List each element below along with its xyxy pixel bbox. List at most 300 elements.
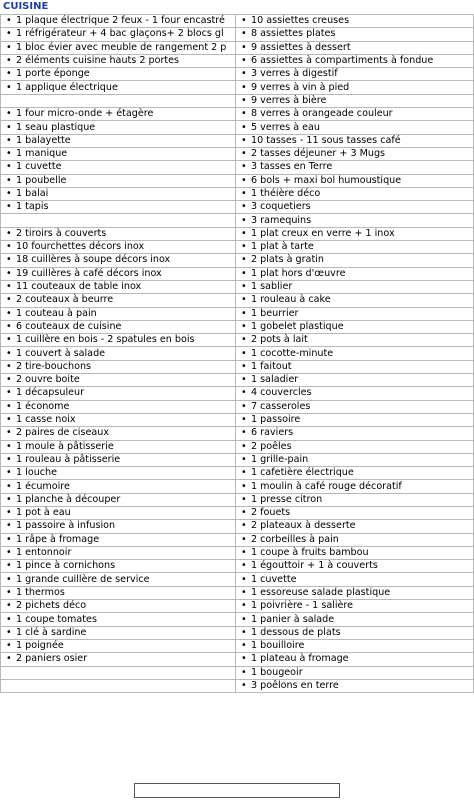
table-row [1, 267, 474, 280]
item-text: 1 pot à eau [16, 507, 71, 519]
bullet-icon [6, 281, 16, 293]
bullet-icon [241, 254, 251, 266]
item-text: 2 paires de ciseaux [16, 427, 109, 439]
right-item [236, 121, 474, 134]
bullet-icon [6, 454, 16, 466]
item-text: 1 panier à salade [251, 613, 335, 625]
item-text: 1 plat hors d'œuvre [251, 267, 346, 279]
bullet-icon [241, 228, 251, 240]
item-text: 1 décapsuleur [16, 387, 85, 399]
right-item [236, 334, 474, 347]
bullet-icon [6, 122, 16, 134]
bullet-icon [6, 268, 16, 280]
bullet-icon [241, 148, 251, 160]
left-item [1, 280, 236, 293]
table-row [1, 15, 474, 28]
item-text: 1 balai [16, 188, 49, 199]
table-row [1, 493, 474, 506]
bullet-icon [6, 188, 16, 200]
bullet-icon [241, 135, 251, 147]
left-item [1, 560, 236, 573]
item-text: 1 plaque électrique 2 feux - 1 four encastré [16, 15, 225, 27]
left-item [1, 294, 236, 307]
item-text: 1 grande cuillère de service [16, 573, 150, 585]
right-item [236, 347, 474, 360]
item-text: 3 verres à digestif [251, 68, 338, 80]
item-text: 1 râpe à fromage [16, 533, 100, 545]
left-item [1, 600, 236, 613]
item-text: 1 passoire [251, 414, 301, 426]
bullet-icon [241, 268, 251, 280]
bullet-icon [6, 534, 16, 546]
left-item [1, 653, 236, 666]
bullet-icon [241, 108, 251, 120]
table-row [1, 546, 474, 559]
bullet-icon [6, 321, 16, 333]
bullet-icon [6, 28, 16, 40]
bullet-icon [241, 122, 251, 134]
item-text: 1 cocotte-minute [251, 347, 334, 359]
bullet-icon [6, 228, 16, 240]
table-row [1, 453, 474, 466]
item-text: 1 passoire à infusion [16, 520, 116, 532]
left-item [1, 174, 236, 187]
left-item [1, 68, 236, 81]
item-text: 3 tasses en Terre [251, 161, 333, 173]
bullet-icon [6, 108, 16, 120]
left-item [1, 639, 236, 652]
left-item [1, 546, 236, 559]
item-text: 1 plat à tarte [251, 241, 314, 253]
right-item [236, 134, 474, 147]
bullet-icon [241, 294, 251, 306]
left-item [1, 679, 236, 692]
bullet-icon [241, 667, 251, 679]
bullet-icon [241, 348, 251, 360]
bullet-icon [6, 374, 16, 386]
left-item [1, 320, 236, 333]
right-item [236, 201, 474, 214]
right-item [236, 254, 474, 267]
right-item [236, 187, 474, 200]
bullet-icon [241, 414, 251, 426]
right-item [236, 440, 474, 453]
bullet-icon [6, 68, 16, 80]
bullet-icon [241, 281, 251, 293]
left-item [1, 453, 236, 466]
item-text: 1 rouleau à pâtisserie [16, 453, 121, 465]
bullet-icon [6, 507, 16, 519]
left-item [1, 400, 236, 413]
table-row [1, 427, 474, 440]
item-text: 3 coquetiers [251, 201, 311, 213]
right-item [236, 480, 474, 493]
item-text: 10 fourchettes décors inox [16, 241, 145, 253]
right-item [236, 573, 474, 586]
left-item [1, 267, 236, 280]
item-text: 6 couteaux de cuisine [16, 320, 122, 332]
table-row [1, 347, 474, 360]
item-text: 1 bouilloire [251, 640, 305, 652]
item-text: 2 poêles [251, 440, 292, 452]
right-item [236, 94, 474, 107]
bullet-icon [6, 427, 16, 439]
item-text: 2 corbeilles à pain [251, 533, 339, 545]
left-item [1, 134, 236, 147]
right-item [236, 453, 474, 466]
right-item [236, 147, 474, 160]
item-text: 1 grille-pain [251, 453, 309, 465]
bullet-icon [241, 494, 251, 506]
bullet-icon [241, 600, 251, 612]
bullet-icon [241, 507, 251, 519]
item-text: 9 assiettes à dessert [251, 41, 351, 53]
table-row [1, 613, 474, 626]
bullet-icon [241, 28, 251, 40]
left-item [1, 440, 236, 453]
item-text: 1 applique électrique [16, 81, 118, 93]
item-text: 1 cafetière électrique [251, 467, 354, 479]
bullet-icon [241, 241, 251, 253]
bullet-icon [6, 241, 16, 253]
table-row [1, 666, 474, 679]
bullet-icon [6, 401, 16, 413]
item-text: 1 sablier [251, 281, 293, 293]
left-item [1, 506, 236, 519]
right-item [236, 653, 474, 666]
item-text: 1 couteau à pain [16, 307, 97, 319]
right-item [236, 400, 474, 413]
item-text: 1 plat creux en verre + 1 inox [251, 227, 395, 239]
bullet-icon [6, 361, 16, 373]
table-row [1, 639, 474, 652]
table-row [1, 54, 474, 67]
table-row [1, 254, 474, 267]
table-row [1, 214, 474, 227]
table-row [1, 227, 474, 240]
bullet-icon [6, 481, 16, 493]
item-text: 3 poêlons en terre [251, 679, 339, 691]
bullet-icon [241, 640, 251, 652]
bullet-icon [6, 254, 16, 266]
left-item [1, 254, 236, 267]
bullet-icon [241, 201, 251, 213]
left-item [1, 187, 236, 200]
bullet-icon [241, 401, 251, 413]
right-item [236, 360, 474, 373]
bullet-icon [241, 387, 251, 399]
bullet-icon [6, 294, 16, 306]
item-text: 6 raviers [251, 427, 294, 439]
bullet-icon [241, 560, 251, 572]
bullet-icon [241, 161, 251, 173]
right-item [236, 54, 474, 67]
bullet-icon [6, 308, 16, 320]
left-item [1, 666, 236, 679]
item-text: 2 paniers osier [16, 653, 88, 665]
table-row [1, 28, 474, 41]
left-item [1, 467, 236, 480]
item-text: 1 dessous de plats [251, 626, 341, 638]
item-text: 5 verres à eau [251, 121, 320, 133]
bullet-icon [241, 374, 251, 386]
table-row [1, 626, 474, 639]
table-row [1, 320, 474, 333]
item-text: 1 manique [16, 148, 68, 160]
table-row [1, 480, 474, 493]
item-text: 18 cuillères à soupe décors inox [16, 254, 171, 266]
bullet-icon [241, 334, 251, 346]
item-text: 6 assiettes à compartiments à fondue [251, 55, 434, 67]
bullet-icon [241, 427, 251, 439]
item-text: 10 assiettes creuses [251, 15, 350, 27]
table-row [1, 467, 474, 480]
item-text: 9 verres à bière [251, 94, 327, 106]
table-row [1, 201, 474, 214]
item-text: 1 gobelet plastique [251, 320, 344, 332]
item-text: 1 économe [16, 400, 70, 412]
bullet-icon [241, 15, 251, 27]
left-item [1, 214, 236, 227]
bullet-icon [241, 441, 251, 453]
left-item [1, 161, 236, 174]
item-text: 1 égouttoir + 1 à couverts [251, 560, 378, 572]
item-text: 2 fouets [251, 507, 291, 519]
left-item [1, 201, 236, 214]
table-row [1, 81, 474, 94]
left-item [1, 41, 236, 54]
item-text: 7 casseroles [251, 400, 311, 412]
item-text: 1 porte éponge [16, 68, 90, 80]
table-row [1, 400, 474, 413]
item-text: 1 théière déco [251, 188, 321, 199]
item-text: 2 tasses déjeuner + 3 Mugs [251, 148, 386, 160]
left-item [1, 54, 236, 67]
bullet-icon [6, 494, 16, 506]
table-row [1, 600, 474, 613]
bullet-icon [241, 361, 251, 373]
bullet-icon [6, 15, 16, 27]
table-row [1, 506, 474, 519]
right-item [236, 28, 474, 41]
right-item [236, 307, 474, 320]
bullet-icon [6, 82, 16, 94]
item-text: 19 cuillères à café décors inox [16, 267, 162, 279]
bullet-icon [241, 308, 251, 320]
item-text: 1 cuvette [16, 161, 62, 173]
item-text: 2 tiroirs à couverts [16, 227, 107, 239]
item-text: 1 cuvette [251, 573, 297, 585]
bullet-icon [241, 55, 251, 67]
bullet-icon [241, 42, 251, 54]
item-text: 1 poignée [16, 640, 64, 652]
right-item [236, 241, 474, 254]
item-text: 1 coupe tomates [16, 613, 97, 625]
right-item [236, 533, 474, 546]
item-text: 1 moule à pâtisserie [16, 440, 114, 452]
table-row [1, 134, 474, 147]
item-text: 9 verres à vin à pied [251, 81, 350, 93]
item-text: 2 plateaux à desserte [251, 520, 356, 532]
table-row [1, 108, 474, 121]
right-item [236, 493, 474, 506]
right-item [236, 81, 474, 94]
right-item [236, 613, 474, 626]
left-item [1, 626, 236, 639]
item-text: 11 couteaux de table inox [16, 281, 142, 293]
item-text: 1 réfrigérateur + 4 bac glaçons+ 2 blocs gl [16, 28, 224, 40]
right-item [236, 639, 474, 652]
bullet-icon [6, 547, 16, 559]
bullet-icon [6, 614, 16, 626]
bullet-icon [6, 201, 16, 213]
left-item [1, 81, 236, 94]
bullet-icon [241, 454, 251, 466]
right-item [236, 560, 474, 573]
table-row [1, 413, 474, 426]
bullet-icon [241, 627, 251, 639]
bullet-icon [6, 348, 16, 360]
bullet-icon [6, 175, 16, 187]
table-row [1, 187, 474, 200]
bullet-icon [6, 587, 16, 599]
right-item [236, 427, 474, 440]
item-text: 1 faitout [251, 360, 292, 372]
bullet-icon [6, 574, 16, 586]
table-row [1, 174, 474, 187]
right-item [236, 374, 474, 387]
right-item [236, 15, 474, 28]
item-text: 8 assiettes plates [251, 28, 336, 40]
item-text: 1 coupe à fruits bambou [251, 547, 369, 559]
item-text: 2 couteaux à beurre [16, 294, 114, 306]
item-text: 1 planche à découper [16, 493, 121, 505]
left-item [1, 147, 236, 160]
left-item [1, 28, 236, 41]
left-item [1, 493, 236, 506]
item-text: 2 ouvre boite [16, 374, 80, 386]
left-item [1, 307, 236, 320]
item-text: 1 bloc évier avec meuble de rangement 2 p [16, 41, 227, 53]
left-item [1, 586, 236, 599]
item-text: 1 entonnoir [16, 547, 72, 559]
table-row [1, 360, 474, 373]
item-text: 2 plats à gratin [251, 254, 324, 266]
left-item [1, 427, 236, 440]
bullet-icon [6, 520, 16, 532]
right-item [236, 267, 474, 280]
table-row [1, 653, 474, 666]
table-row [1, 387, 474, 400]
right-item [236, 600, 474, 613]
bullet-icon [6, 55, 16, 67]
table-row [1, 161, 474, 174]
item-text: 1 poivrière - 1 salière [251, 600, 354, 612]
table-row [1, 294, 474, 307]
left-item [1, 360, 236, 373]
right-item [236, 586, 474, 599]
right-item [236, 214, 474, 227]
item-text: 1 thermos [16, 586, 65, 598]
section-title: CUISINE [3, 1, 49, 12]
bullet-icon [6, 148, 16, 160]
item-text: 6 bols + maxi bol humoustique [251, 174, 402, 186]
left-item [1, 347, 236, 360]
table-row [1, 533, 474, 546]
footer-box [134, 783, 340, 798]
bullet-icon [241, 68, 251, 80]
right-item [236, 41, 474, 54]
left-item [1, 573, 236, 586]
bullet-icon [241, 481, 251, 493]
right-item [236, 520, 474, 533]
item-text: 2 pichets déco [16, 600, 87, 612]
table-row [1, 41, 474, 54]
item-text: 8 verres à orangeade couleur [251, 108, 393, 120]
table-row [1, 147, 474, 160]
table-row [1, 307, 474, 320]
bullet-icon [6, 161, 16, 173]
bullet-icon [6, 42, 16, 54]
bullet-icon [241, 534, 251, 546]
item-text: 1 essoreuse salade plastique [251, 586, 391, 598]
item-text: 1 pince à cornichons [16, 560, 116, 572]
item-text: 1 tapis [16, 201, 49, 213]
item-text: 1 beurrier [251, 307, 299, 319]
item-text: 1 couvert à salade [16, 347, 106, 359]
right-item [236, 413, 474, 426]
bullet-icon [6, 560, 16, 572]
bullet-icon [6, 653, 16, 665]
right-item [236, 506, 474, 519]
item-text: 1 écumoire [16, 480, 70, 492]
table-row [1, 520, 474, 533]
table-row [1, 679, 474, 692]
table-row [1, 573, 474, 586]
right-item [236, 294, 474, 307]
bullet-icon [241, 82, 251, 94]
bullet-icon [6, 600, 16, 612]
left-item [1, 227, 236, 240]
right-item [236, 666, 474, 679]
bullet-icon [6, 414, 16, 426]
left-item [1, 613, 236, 626]
item-text: 1 rouleau à cake [251, 294, 331, 306]
table-row [1, 121, 474, 134]
bullet-icon [6, 441, 16, 453]
right-item [236, 679, 474, 692]
right-item [236, 174, 474, 187]
item-text: 2 tire-bouchons [16, 360, 92, 372]
item-text: 1 poubelle [16, 174, 67, 186]
item-text: 1 presse citron [251, 493, 323, 505]
bullet-icon [241, 95, 251, 107]
table-row [1, 280, 474, 293]
item-text: 1 balayette [16, 134, 71, 146]
table-row [1, 68, 474, 81]
item-text: 10 tasses - 11 sous tasses café [251, 134, 401, 146]
item-text: 2 éléments cuisine hauts 2 portes [16, 55, 180, 67]
bullet-icon [241, 547, 251, 559]
bullet-icon [241, 215, 251, 227]
right-item [236, 626, 474, 639]
left-item [1, 480, 236, 493]
item-text: 1 plateau à fromage [251, 653, 349, 665]
item-text: 1 cuillère en bois - 2 spatules en bois [16, 334, 195, 346]
item-text: 1 seau plastique [16, 121, 96, 133]
left-item [1, 108, 236, 121]
left-item [1, 374, 236, 387]
